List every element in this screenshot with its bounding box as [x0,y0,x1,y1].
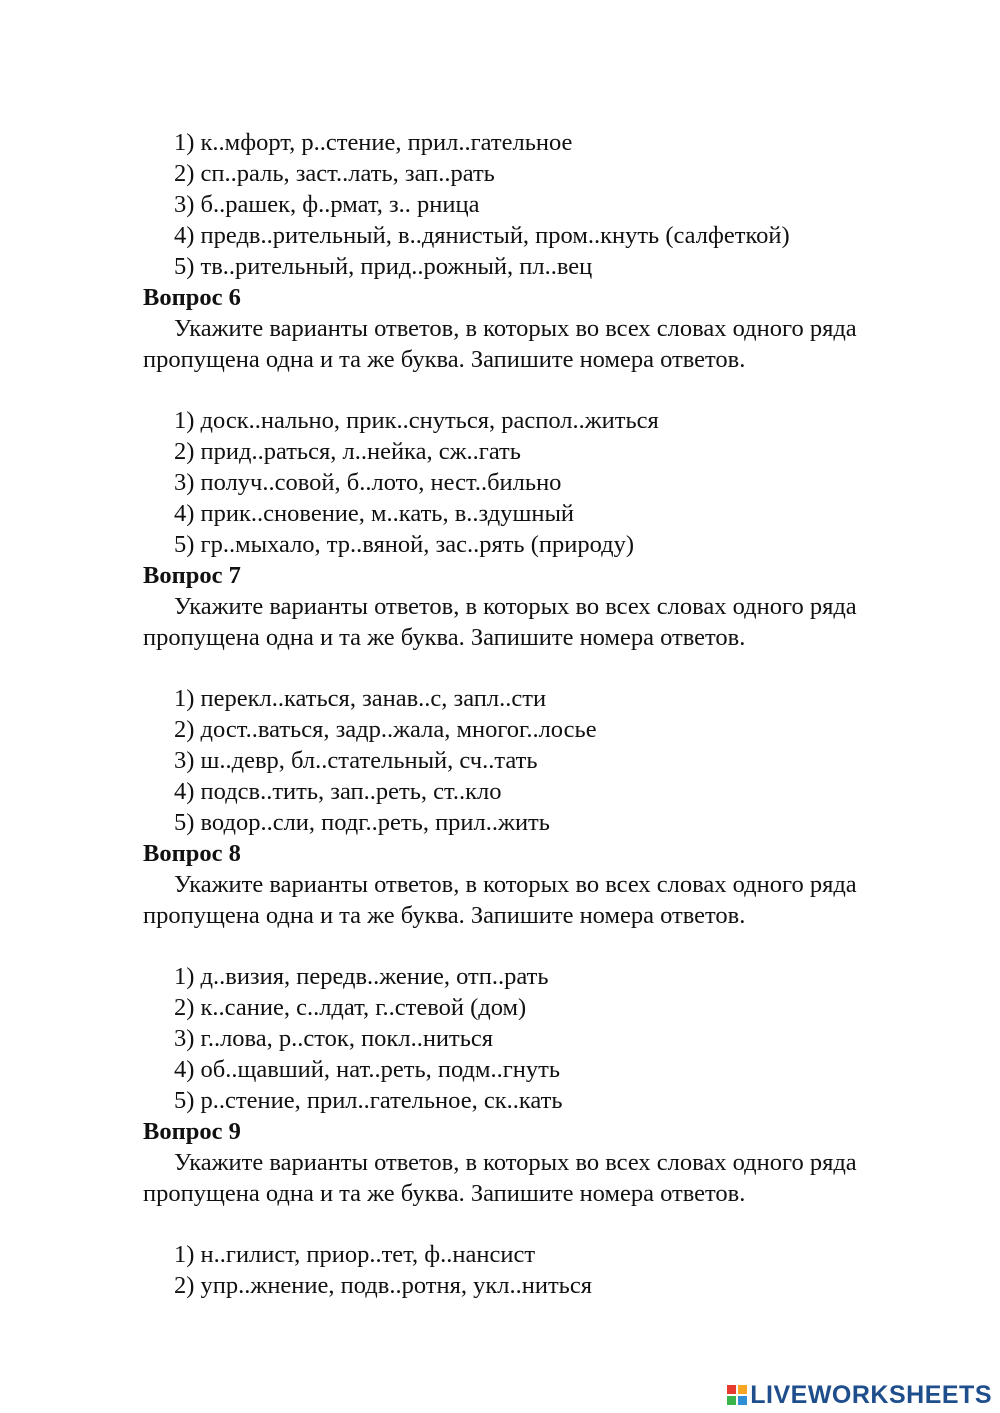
question-title: Вопрос 7 [143,562,241,589]
logo-text: LIVEWORKSHEETS [750,1380,992,1409]
question-7-options [0,683,1000,838]
question-9-options [0,1239,1000,1301]
list-item: 2) упр..жнение, подв..ротня, укл..ниться [174,1272,592,1299]
logo-square [727,1396,736,1405]
question-8-options [0,961,1000,1116]
question-title: Вопрос 6 [143,284,241,311]
question-8 [0,838,1000,931]
list-item: 2) прид..раться, л..нейка, сж..гать [174,438,521,465]
list-item: 1) перекл..каться, занав..с, запл..сти [174,685,547,712]
list-item: 5) тв..рительный, прид..рожный, пл..вец [174,253,593,280]
list-item: 4) подсв..тить, зап..реть, ст..кло [174,778,502,805]
list-item: 1) к..мфорт, р..стение, прил..гательное [174,129,573,156]
list-item: 5) водор..сли, подг..реть, прил..жить [174,809,550,836]
list-item: 4) прик..сновение, м..кать, в..здушный [174,500,575,527]
question-6-options [0,405,1000,560]
list-item: 5) р..стение, прил..гательное, ск..кать [174,1087,563,1114]
question-text: Укажите варианты ответов, в которых во всех словах одного ряда пропущена одна и та же буква. Запишите номера ответов. [143,871,857,929]
list-item: 2) дост..ваться, задр..жала, многог..лосье [174,716,597,743]
list-item: 5) гр..мыхало, тр..вяной, зас..рять (природу) [174,531,635,558]
list-item: 4) об..щавший, нат..реть, подм..гнуть [174,1056,561,1083]
question-text: Укажите варианты ответов, в которых во всех словах одного ряда пропущена одна и та же буква. Запишите номера ответов. [143,1149,857,1207]
question-7 [0,560,1000,653]
list-item: 3) г..лова, р..сток, покл..ниться [174,1025,494,1052]
answer-list-previous [0,127,1000,282]
logo-icon [727,1385,747,1405]
list-item: 1) д..визия, передв..жение, отп..рать [174,963,549,990]
list-item: 4) предв..рительный, в..дянистый, пром..кнуть (салфеткой) [174,222,790,249]
list-item: 1) н..гилист, приор..тет, ф..нансист [174,1241,536,1268]
question-6 [0,282,1000,375]
list-item: 1) доск..нально, прик..снуться, распол..житься [174,407,659,434]
list-item: 3) б..рашек, ф..рмат, з.. рница [174,191,480,218]
logo-square [738,1385,747,1394]
liveworksheets-logo [727,1380,992,1410]
question-9 [0,1116,1000,1209]
list-item: 3) получ..совой, б..лото, нест..бильно [174,469,562,496]
question-text: Укажите варианты ответов, в которых во всех словах одного ряда пропущена одна и та же буква. Запишите номера ответов. [143,593,857,651]
question-title: Вопрос 9 [143,1118,241,1145]
question-title: Вопрос 8 [143,840,241,867]
list-item: 2) сп..раль, заст..лать, зап..рать [174,160,495,187]
logo-square [727,1385,736,1394]
list-item: 2) к..сание, с..лдат, г..стевой (дом) [174,994,527,1021]
question-text: Укажите варианты ответов, в которых во всех словах одного ряда пропущена одна и та же буква. Запишите номера ответов. [143,315,857,373]
list-item: 3) ш..девр, бл..стательный, сч..тать [174,747,538,774]
logo-square [738,1396,747,1405]
